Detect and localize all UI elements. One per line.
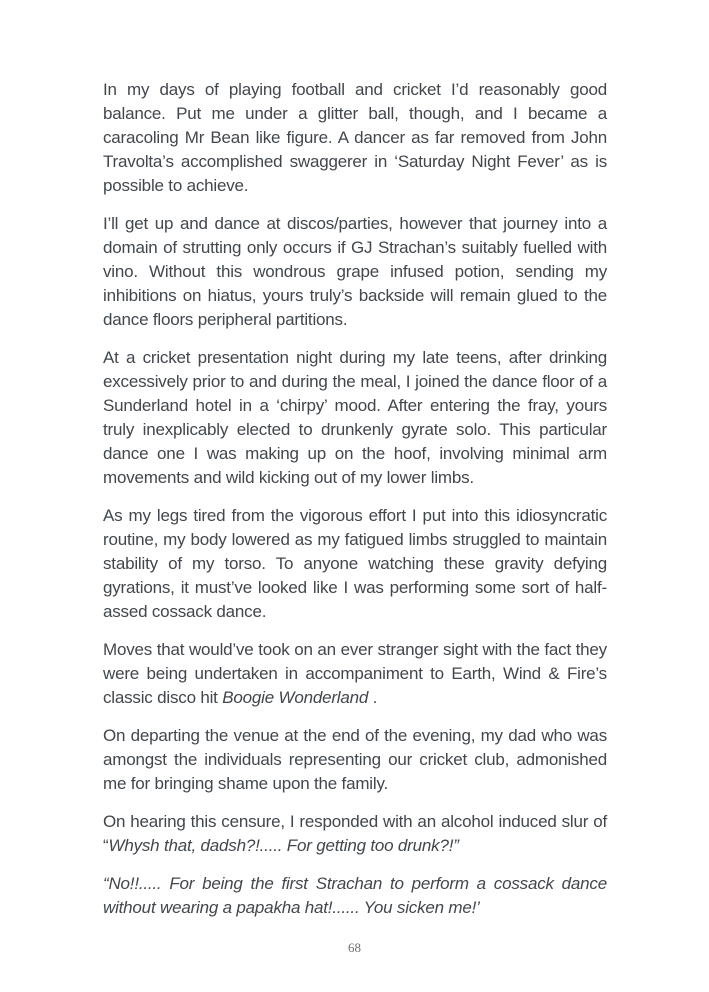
paragraph-6 <box>103 724 607 796</box>
paragraph-3-text: At a cricket presentation night during my late teens, after drinking excessively prior to and during the meal, I joined the dance floor of a Sunderland hotel in a ‘chirpy’ mood. After entering the fray, yours truly inexplicably elected to drunkenly gyrate solo. This particular dance one I was making up on the hoof, involving minimal arm movements and wild kicking out of my lower limbs. <box>103 348 607 487</box>
paragraph-5 <box>103 638 607 710</box>
paragraph-1-text: In my days of playing football and cricket I’d reasonably good balance. Put me under a glitter ball, though, and I became a caracoling Mr Bean like figure. A dancer as far removed from John Travolta’s accomplished swaggerer in ‘Saturday Night Fever’ as is possible to achieve. <box>103 80 607 195</box>
page-text-block <box>103 78 607 934</box>
paragraph-2 <box>103 212 607 332</box>
paragraph-2-text: I’ll get up and dance at discos/parties, however that journey into a domain of strutting only occurs if GJ Strachan’s suitably fuelled with vino. Without this wondrous grape infused potion, sending my inhibitions on hiatus, yours truly’s backside will remain glued to the dance floors peripheral partitions. <box>103 214 607 329</box>
paragraph-7-text: On hearing this censure, I responded with an alcohol induced slur of “ <box>103 812 607 855</box>
paragraph-8 <box>103 872 607 920</box>
paragraph-4-text: As my legs tired from the vigorous effort I put into this idiosyncratic routine, my body lowered as my fatigued limbs struggled to maintain stability of my torso. To anyone watching these gravity defying gyrations, it must’ve looked like I was performing some sort of half-assed cossack dance. <box>103 506 607 621</box>
paragraph-7-italic-quote: Whysh that, dadsh?!..... For getting too drunk?!” <box>108 836 459 855</box>
paragraph-8-italic-quote: “No!!..... For being the first Strachan to perform a cossack dance without wearing a papakha hat!...... You sicken me!’ <box>103 874 607 917</box>
paragraph-5-text: Moves that would’ve took on an ever stranger sight with the fact they were being undertaken in accompaniment to Earth, Wind & Fire’s classic disco hit <box>103 640 607 707</box>
page-number: 68 <box>348 940 361 955</box>
paragraph-5-text-end: . <box>368 688 378 707</box>
paragraph-4 <box>103 504 607 624</box>
paragraph-1 <box>103 78 607 198</box>
paragraph-7 <box>103 810 607 858</box>
paragraph-3 <box>103 346 607 490</box>
paragraph-5-italic-title: Boogie Wonderland <box>222 688 369 707</box>
paragraph-6-text: On departing the venue at the end of the evening, my dad who was amongst the individuals representing our cricket club, admonished me for bringing shame upon the family. <box>103 726 607 793</box>
